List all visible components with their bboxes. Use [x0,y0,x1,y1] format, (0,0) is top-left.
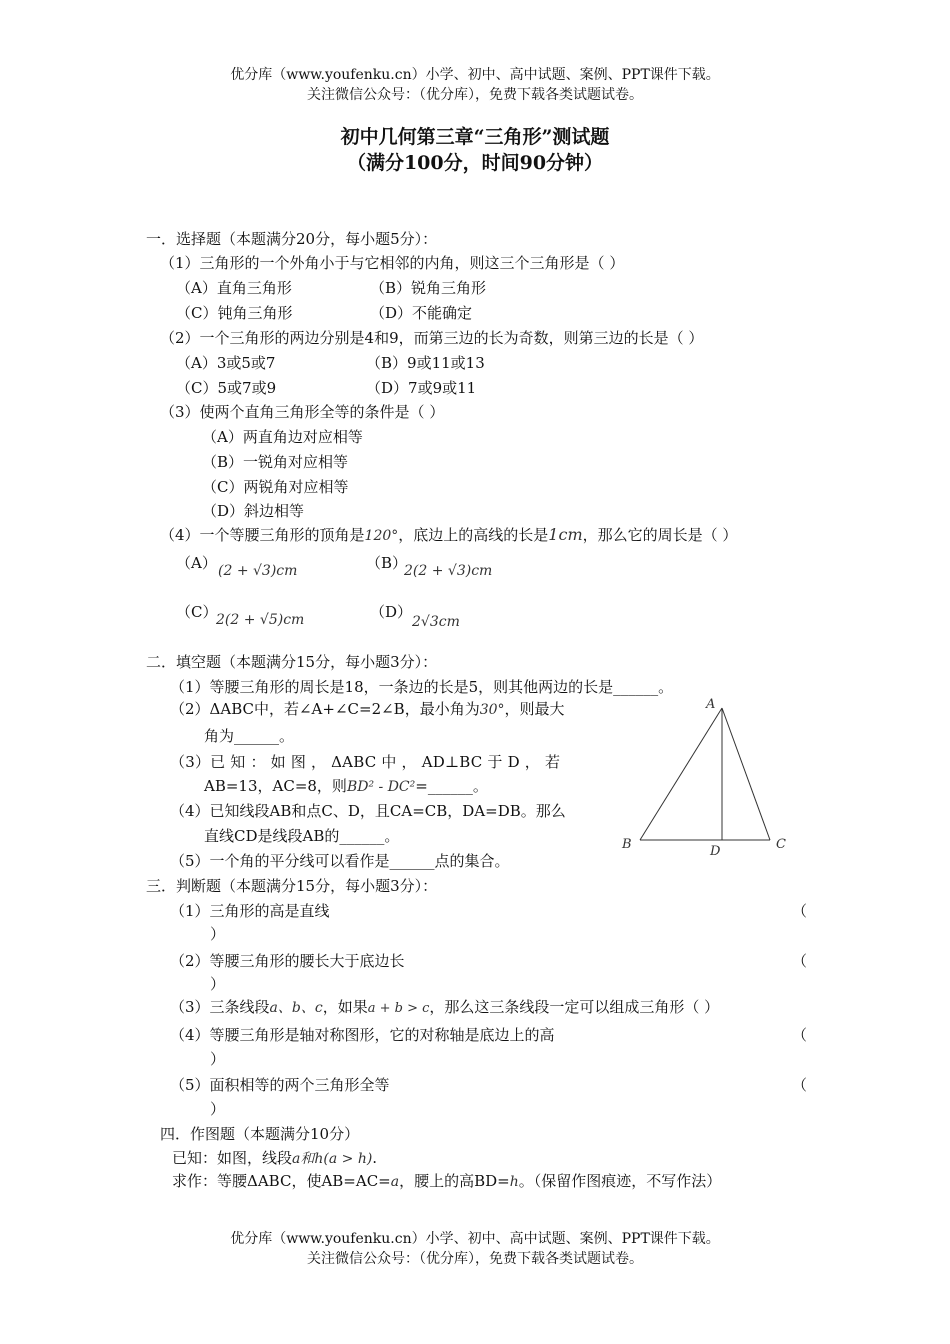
q2-3-expr: BD² - DC² [346,779,416,795]
q2-3-text-c: =______。 [415,777,488,795]
q2-3-line2 [204,775,488,796]
q3-4-paren-open: （ [792,1026,808,1044]
q4-req-text-b: ，腰上的高BD= [399,1172,510,1190]
q1-1-option-d: （D）不能确定 [370,304,473,322]
q3-5-paren-close: ） [210,1100,226,1118]
q3-5: （5）面积相等的两个三角形全等 [170,1076,390,1094]
vertex-label-b: B [622,837,632,852]
q1-2-option-d: （D）7或9或11 [366,379,477,397]
q3-4: （4）等腰三角形是轴对称图形，它的对称轴是底边上的高 [170,1026,555,1044]
vertex-label-a: A [706,697,716,712]
header-line-1: 优分库（www.youfenku.cn）小学、初中、高中试题、案例、PPT课件下载。 [230,67,720,83]
q1-3-option-a: （A）两直角边对应相等 [202,428,363,446]
q4-given [172,1147,377,1168]
section-2-heading: 二．填空题（本题满分15分，每小题3分）： [146,653,438,671]
q1-4-option-a-value: (2 + √3)cm [218,563,298,579]
q1-2-stem: （2）一个三角形的两边分别是4和9，而第三边的长为奇数，则第三边的长是（ ） [160,329,704,347]
q2-2-angle: 30° [479,702,505,718]
q4-given-text: 已知：如图，线段 [172,1149,293,1167]
q2-2-text-a: （2）ΔABC中，若∠A+∠C=2∠B，最小角为 [170,700,480,718]
q2-1: （1）等腰三角形的周长是18，一条边的长是5，则其他两边的长是______。 [170,678,674,696]
q3-3-text-c: ，那么这三条线段一定可以组成三角形（ ） [429,998,720,1016]
q3-3-vars: a、b、c [269,1000,323,1016]
q3-4-paren-close: ） [210,1050,226,1068]
page-title: 初中几何第三章“三角形”测试题 [340,126,610,148]
q1-3-option-c: （C）两锐角对应相等 [202,478,349,496]
q3-2-paren-close: ） [210,975,226,993]
footer-line-2: 关注微信公众号：（优分库），免费下载各类试题试卷。 [307,1251,643,1267]
q4-req-var-a: a [390,1174,400,1190]
section-3-heading: 三．判断题（本题满分15分，每小题3分）： [146,877,438,895]
q1-4-stem-part1: （4）一个等腰三角形的顶角是 [160,526,365,544]
q3-3-text-a: （3）三条线段 [170,998,270,1016]
q2-4-line2: 直线CD是线段AB的______。 [204,827,400,845]
q2-2-text-b: ，则最大 [504,700,565,718]
q4-req-var-h: h [509,1174,519,1190]
triangle-figure [612,690,802,860]
q3-2: （2）等腰三角形的腰长大于底边长 [170,952,405,970]
q4-given-vars: a和h(a > h) [292,1151,373,1167]
q1-3-option-b: （B）一锐角对应相等 [202,453,349,471]
q1-4-option-c-label: （C） [176,603,218,621]
q1-3-stem: （3）使两个直角三角形全等的条件是（ ） [160,403,445,421]
q1-1-stem: （1）三角形的一个外角小于与它相邻的内角，则这三个三角形是（ ） [160,254,625,272]
q1-4-length: 1cm [548,525,583,544]
q1-4-option-a-label: （A） [176,554,217,572]
q3-2-paren-open: （ [792,952,808,970]
q1-4-option-d-value: 2√3cm [412,614,460,630]
q3-3 [170,996,719,1017]
q2-4-line1: （4）已知线段AB和点C、D，且CA=CB，DA=DB。那么 [170,802,566,820]
q1-3-option-d: （D）斜边相等 [202,502,305,520]
header-line-2: 关注微信公众号：（优分库），免费下载各类试题试卷。 [307,87,643,103]
q1-4-angle: 120° [364,528,399,544]
q2-2-line1 [170,698,565,719]
q1-4-option-d-label: （D） [370,603,413,621]
q4-requirement [172,1170,721,1191]
section-4-heading: 四．作图题（本题满分10分） [160,1125,360,1143]
q3-1-paren-open: （ [792,902,808,920]
q1-2-option-a: （A）3或5或7 [176,354,276,372]
q1-4-stem-part2: ，底边上的高线的长是 [398,526,549,544]
q3-1-paren-close: ） [210,925,226,943]
q1-2-option-c: （C）5或7或9 [176,379,277,397]
q2-3-line1: （3）已 知 ： 如 图 ， ΔABC 中 ， AD⊥BC 于 D ， 若 [170,753,561,771]
q2-5: （5）一个角的平分线可以看作是______点的集合。 [170,852,510,870]
triangle-side-ab [640,708,722,840]
q1-1-option-c: （C）钝角三角形 [176,304,293,322]
q4-given-end: . [372,1149,378,1167]
footer-line-1: 优分库（www.youfenku.cn）小学、初中、高中试题、案例、PPT课件下载。 [230,1231,720,1247]
q1-4-stem-part3: ，那么它的周长是（ ） [582,526,738,544]
q1-1-option-b: （B）锐角三角形 [370,279,487,297]
q1-4-stem [160,524,737,545]
q2-3-text-b: AB=13，AC=8，则 [204,777,347,795]
vertex-label-d: D [710,844,721,859]
q1-4-option-c-value: 2(2 + √5)cm [216,612,305,628]
q2-2-line2: 角为______。 [204,727,295,745]
q4-req-text-c: 。（保留作图痕迹，不写作法） [518,1172,722,1190]
section-1-heading: 一．选择题（本题满分20分，每小题5分）： [146,230,438,248]
triangle-side-ac [722,708,770,840]
q1-4-option-b-value: 2(2 + √3)cm [404,563,493,579]
page-subtitle: （满分100分，时间90分钟） [346,152,604,174]
q3-5-paren-open: （ [792,1076,808,1094]
q4-req-text-a: 求作：等腰ΔABC，使AB=AC= [172,1172,391,1190]
q1-1-option-a: （A）直角三角形 [176,279,292,297]
q3-3-text-b: ，如果 [322,998,368,1016]
vertex-label-c: C [776,837,786,852]
q3-3-expr: a + b > c [367,1001,430,1016]
q3-1: （1）三角形的高是直线 [170,902,330,920]
q1-4-option-b-label: （B） [366,554,408,572]
q1-2-option-b: （B）9或11或13 [366,354,485,372]
